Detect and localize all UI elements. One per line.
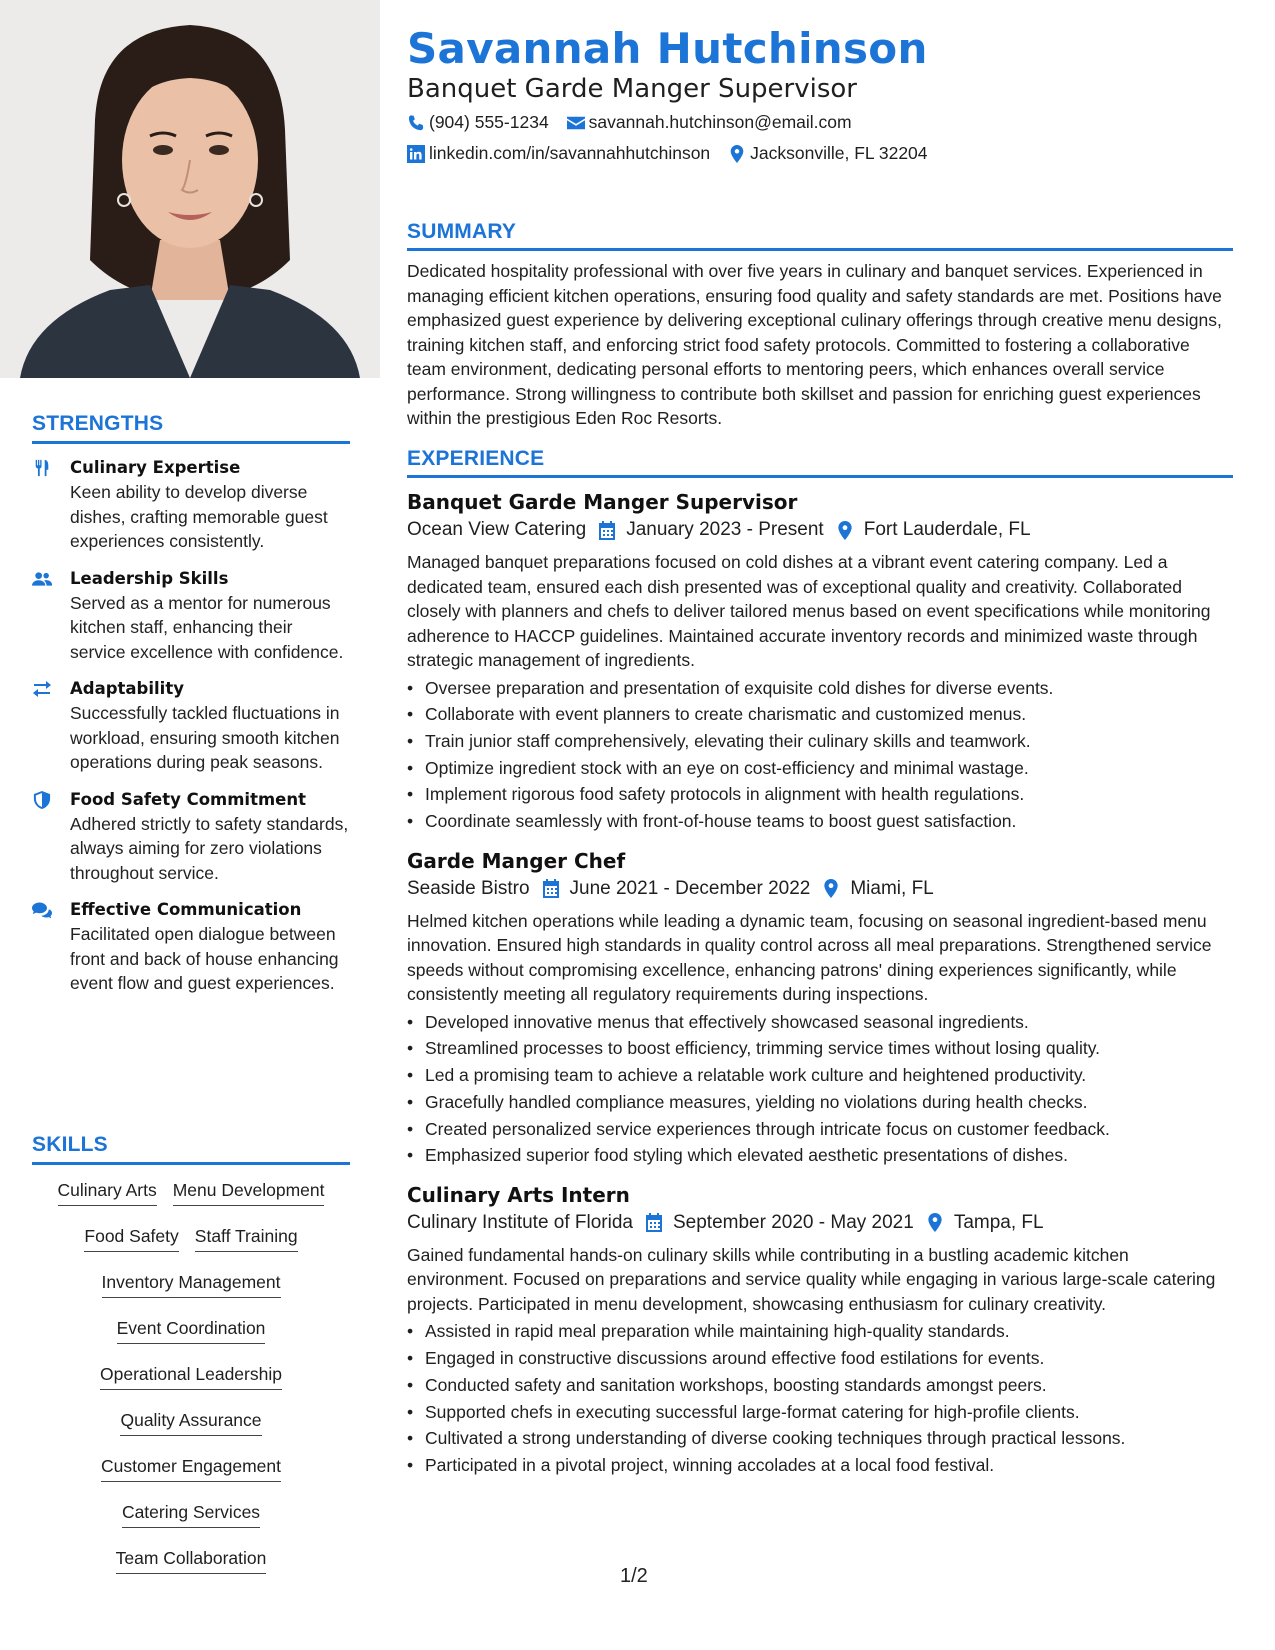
- skills-list: [32, 1179, 350, 1593]
- strength-description: Facilitated open dialogue between front and back of house enhancing event flow and guest experiences.: [70, 924, 339, 993]
- company-name: Culinary Institute of Florida: [407, 1211, 633, 1233]
- skill-chip: Culinary Arts: [58, 1179, 157, 1206]
- bullet-item: • Streamlined processes to boost efficiency, trimming service times without losing quality.: [407, 1035, 1233, 1062]
- strength-title: Effective Communication: [70, 900, 302, 919]
- linkedin-contact[interactable]: [407, 143, 710, 164]
- strength-item: [32, 677, 350, 775]
- phone-text: (904) 555-1234: [429, 112, 549, 132]
- job-company: [407, 875, 530, 903]
- strength-item: [32, 456, 350, 554]
- profile-photo: [0, 0, 380, 378]
- job-location: [836, 516, 1031, 544]
- skill-row: [116, 1547, 267, 1574]
- bullet-item: • Collaborate with event planners to create charismatic and customized menus.: [407, 701, 1233, 728]
- skill-chip: Food Safety: [84, 1225, 178, 1252]
- job-meta: [407, 516, 1233, 544]
- bullet-item: • Optimize ingredient stock with an eye on cost-efficiency and minimal wastage.: [407, 755, 1233, 782]
- company-name: Ocean View Catering: [407, 519, 587, 540]
- skill-row: [122, 1501, 260, 1528]
- experience-divider: [407, 475, 1233, 478]
- bullet-item: • Oversee preparation and presentation of exquisite cold dishes for diverse events.: [407, 675, 1233, 702]
- job-dates: [542, 875, 811, 903]
- phone-icon: [407, 114, 425, 132]
- utensils-icon: [32, 456, 70, 554]
- map-pin-icon: [836, 521, 854, 540]
- page-number: 1/2: [620, 1565, 648, 1587]
- bullet-item: • Coordinate seamlessly with front-of-house teams to boost guest satisfaction.: [407, 808, 1233, 835]
- experience-heading: EXPERIENCE: [407, 447, 545, 470]
- job-company: [407, 516, 586, 544]
- bullet-item: • Train junior staff comprehensively, elevating their culinary skills and teamwork.: [407, 728, 1233, 755]
- skill-row: [102, 1271, 281, 1298]
- skill-chip: Catering Services: [122, 1501, 260, 1528]
- strength-description: Served as a mentor for numerous kitchen staff, enhancing their service excellence with confidence.: [70, 592, 344, 662]
- job-meta: [407, 1209, 1233, 1237]
- bullet-item: • Supported chefs in executing successful large-format catering for high-profile clients.: [407, 1399, 1233, 1426]
- skill-row: [120, 1409, 261, 1436]
- experience-section: [407, 447, 1233, 1491]
- date-range: January 2023 - Present: [626, 519, 824, 540]
- job-title: Garde Manger Chef: [407, 848, 626, 873]
- job-description: Managed banquet preparations focused on cold dishes at a vibrant event catering company. Led a dedicated team, ensured each dish presented was of exceptional quality and creativity. Collaborated closely with planners and chefs to deliver tailored menus based on event specifications while monitoring adherence to HACCP guidelines. Maintained accurate inventory records and minimized waste through strategic management of ingredients.: [407, 552, 1211, 670]
- strength-title: Adaptability: [70, 679, 184, 698]
- map-pin-icon: [822, 879, 840, 898]
- strength-item: [32, 898, 350, 996]
- skill-chip: Team Collaboration: [116, 1547, 267, 1574]
- job-company: [407, 1209, 633, 1237]
- summary-text: Dedicated hospitality professional with over five years in culinary and banquet services. Experienced in managing efficient kitchen operations, ensuring food quality and safety standards are met. Positions have emphasized guest experience by delivering exceptional culinary offerings through creative menu designs, training kitchen staff, and enforcing strict food safety protocols. Committed to fostering a collaborative team environment, dedicating personal efforts to mentoring peers, which enhances overall service performance. Strong willingness to contribute both skillset and passion for enriching guest experiences within the prestigious Eden Roc Resorts.: [407, 261, 1222, 428]
- chat-bubbles-icon: [32, 898, 70, 996]
- map-pin-icon: [926, 1213, 944, 1232]
- job-bullets: [407, 675, 1233, 835]
- job-bullets: [407, 1009, 1233, 1169]
- date-range: June 2021 - December 2022: [569, 877, 811, 899]
- bullet-item: • Developed innovative menus that effectively showcased seasonal ingredients.: [407, 1009, 1233, 1036]
- bullet-item: • Led a promising team to achieve a relatable work culture and heightened productivity.: [407, 1062, 1233, 1089]
- location-text: Fort Lauderdale, FL: [863, 519, 1031, 540]
- job-description: Helmed kitchen operations while leading a dynamic team, focusing on seasonal ingredient-based menu innovation. Ensured high standards in quality control across all meal preparations. Strengthened service speeds without compromising excellence, enhancing patrons' dining experiences significantly, while consistently meeting all regulatory requirements during inspections.: [407, 910, 1212, 1005]
- candidate-name: Savannah Hutchinson: [407, 24, 928, 73]
- skill-chip: Quality Assurance: [120, 1409, 261, 1436]
- bullet-item: • Implement rigorous food safety protocols in alignment with health regulations.: [407, 781, 1233, 808]
- job-dates: [598, 516, 824, 544]
- bullet-item: • Cultivated a strong understanding of diverse cooking techniques through practical lessons.: [407, 1425, 1233, 1452]
- job-location: [926, 1209, 1044, 1237]
- strength-item: [32, 788, 350, 886]
- skills-heading: SKILLS: [32, 1133, 108, 1156]
- summary-divider: [407, 248, 1233, 251]
- skill-chip: Inventory Management: [102, 1271, 281, 1298]
- job-entry: [407, 1181, 1233, 1479]
- job-bullets: [407, 1318, 1233, 1478]
- linkedin-text[interactable]: linkedin.com/in/savannahhutchinson: [429, 143, 711, 163]
- location-text: Jacksonville, FL 32204: [750, 143, 928, 163]
- summary-heading: SUMMARY: [407, 220, 517, 243]
- email-contact[interactable]: [567, 112, 852, 133]
- calendar-icon: [645, 1213, 663, 1232]
- strength-title: Leadership Skills: [70, 568, 229, 588]
- bullet-item: • Engaged in constructive discussions around effective food estilations for events.: [407, 1345, 1233, 1372]
- bullet-item: • Gracefully handled compliance measures, yielding no violations during health checks.: [407, 1089, 1233, 1116]
- exchange-arrows-icon: [32, 677, 70, 775]
- job-description: Gained fundamental hands-on culinary skills while contributing in a bustling academic kitchen environment. Focused on preparations and service quality while engaging in various large-scale catering projects. Participated in menu development, showcasing enthusiasm for culinary creativity.: [407, 1244, 1216, 1314]
- calendar-icon: [542, 879, 560, 898]
- job-dates: [645, 1209, 914, 1237]
- strength-description: Adhered strictly to safety standards, always aiming for zero violations throughout service.: [70, 813, 349, 883]
- linkedin-icon: [407, 145, 425, 163]
- skill-chip: Event Coordination: [117, 1317, 266, 1344]
- job-entry: [407, 847, 1233, 1169]
- contact-row-2: [407, 143, 946, 164]
- strength-description: Successfully tackled fluctuations in workload, ensuring smooth kitchen operations during peak seasons.: [70, 703, 340, 772]
- left-column: [0, 0, 380, 1650]
- strength-title: Food Safety Commitment: [70, 789, 306, 809]
- skill-row: [58, 1179, 325, 1206]
- job-title: Banquet Garde Manger Supervisor: [407, 490, 798, 514]
- phone-contact: [407, 112, 549, 133]
- bullet-item: • Emphasized superior food styling which elevated aesthetic presentations of dishes.: [407, 1142, 1233, 1169]
- job-meta: [407, 875, 1233, 903]
- skill-row: [117, 1317, 266, 1344]
- skill-row: [84, 1225, 297, 1252]
- skill-row: [100, 1363, 282, 1390]
- skill-row: [101, 1455, 281, 1482]
- bullet-item: • Conducted safety and sanitation workshops, boosting standards amongst peers.: [407, 1372, 1233, 1399]
- job-title: Culinary Arts Intern: [407, 1182, 630, 1207]
- strengths-section: [32, 412, 350, 1009]
- location-text: Miami, FL: [850, 877, 934, 899]
- strength-title: Culinary Expertise: [70, 458, 241, 477]
- map-pin-icon: [728, 145, 746, 163]
- summary-section: [407, 220, 1233, 431]
- job-entry: [407, 488, 1233, 835]
- bullet-item: • Assisted in rapid meal preparation while maintaining high-quality standards.: [407, 1318, 1233, 1345]
- email-text[interactable]: savannah.hutchinson@email.com: [588, 112, 852, 132]
- skill-chip: Staff Training: [195, 1225, 298, 1252]
- job-location: [822, 875, 933, 903]
- calendar-icon: [598, 521, 616, 540]
- strengths-divider: [32, 441, 350, 444]
- envelope-icon: [567, 114, 585, 132]
- location-contact: [728, 143, 927, 164]
- strengths-heading: STRENGTHS: [32, 412, 164, 435]
- skills-divider: [32, 1162, 350, 1165]
- bullet-item: • Created personalized service experiences through intricate focus on customer feedback.: [407, 1116, 1233, 1143]
- skill-chip: Operational Leadership: [100, 1363, 282, 1390]
- strength-item: [32, 567, 350, 665]
- location-text: Tampa, FL: [953, 1211, 1044, 1233]
- skill-chip: Menu Development: [173, 1179, 325, 1206]
- users-icon: [32, 567, 70, 665]
- company-name: Seaside Bistro: [407, 877, 530, 899]
- strength-description: Keen ability to develop diverse dishes, crafting memorable guest experiences consistently.: [70, 482, 328, 551]
- shield-icon: [32, 788, 70, 886]
- candidate-title: Banquet Garde Manger Supervisor: [407, 74, 857, 104]
- contact-row-1: [407, 112, 870, 133]
- bullet-item: • Participated in a pivotal project, winning accolades at a local food festival.: [407, 1452, 1233, 1479]
- skill-chip: Customer Engagement: [101, 1455, 281, 1482]
- skills-section: [32, 1133, 350, 1593]
- date-range: September 2020 - May 2021: [673, 1211, 914, 1233]
